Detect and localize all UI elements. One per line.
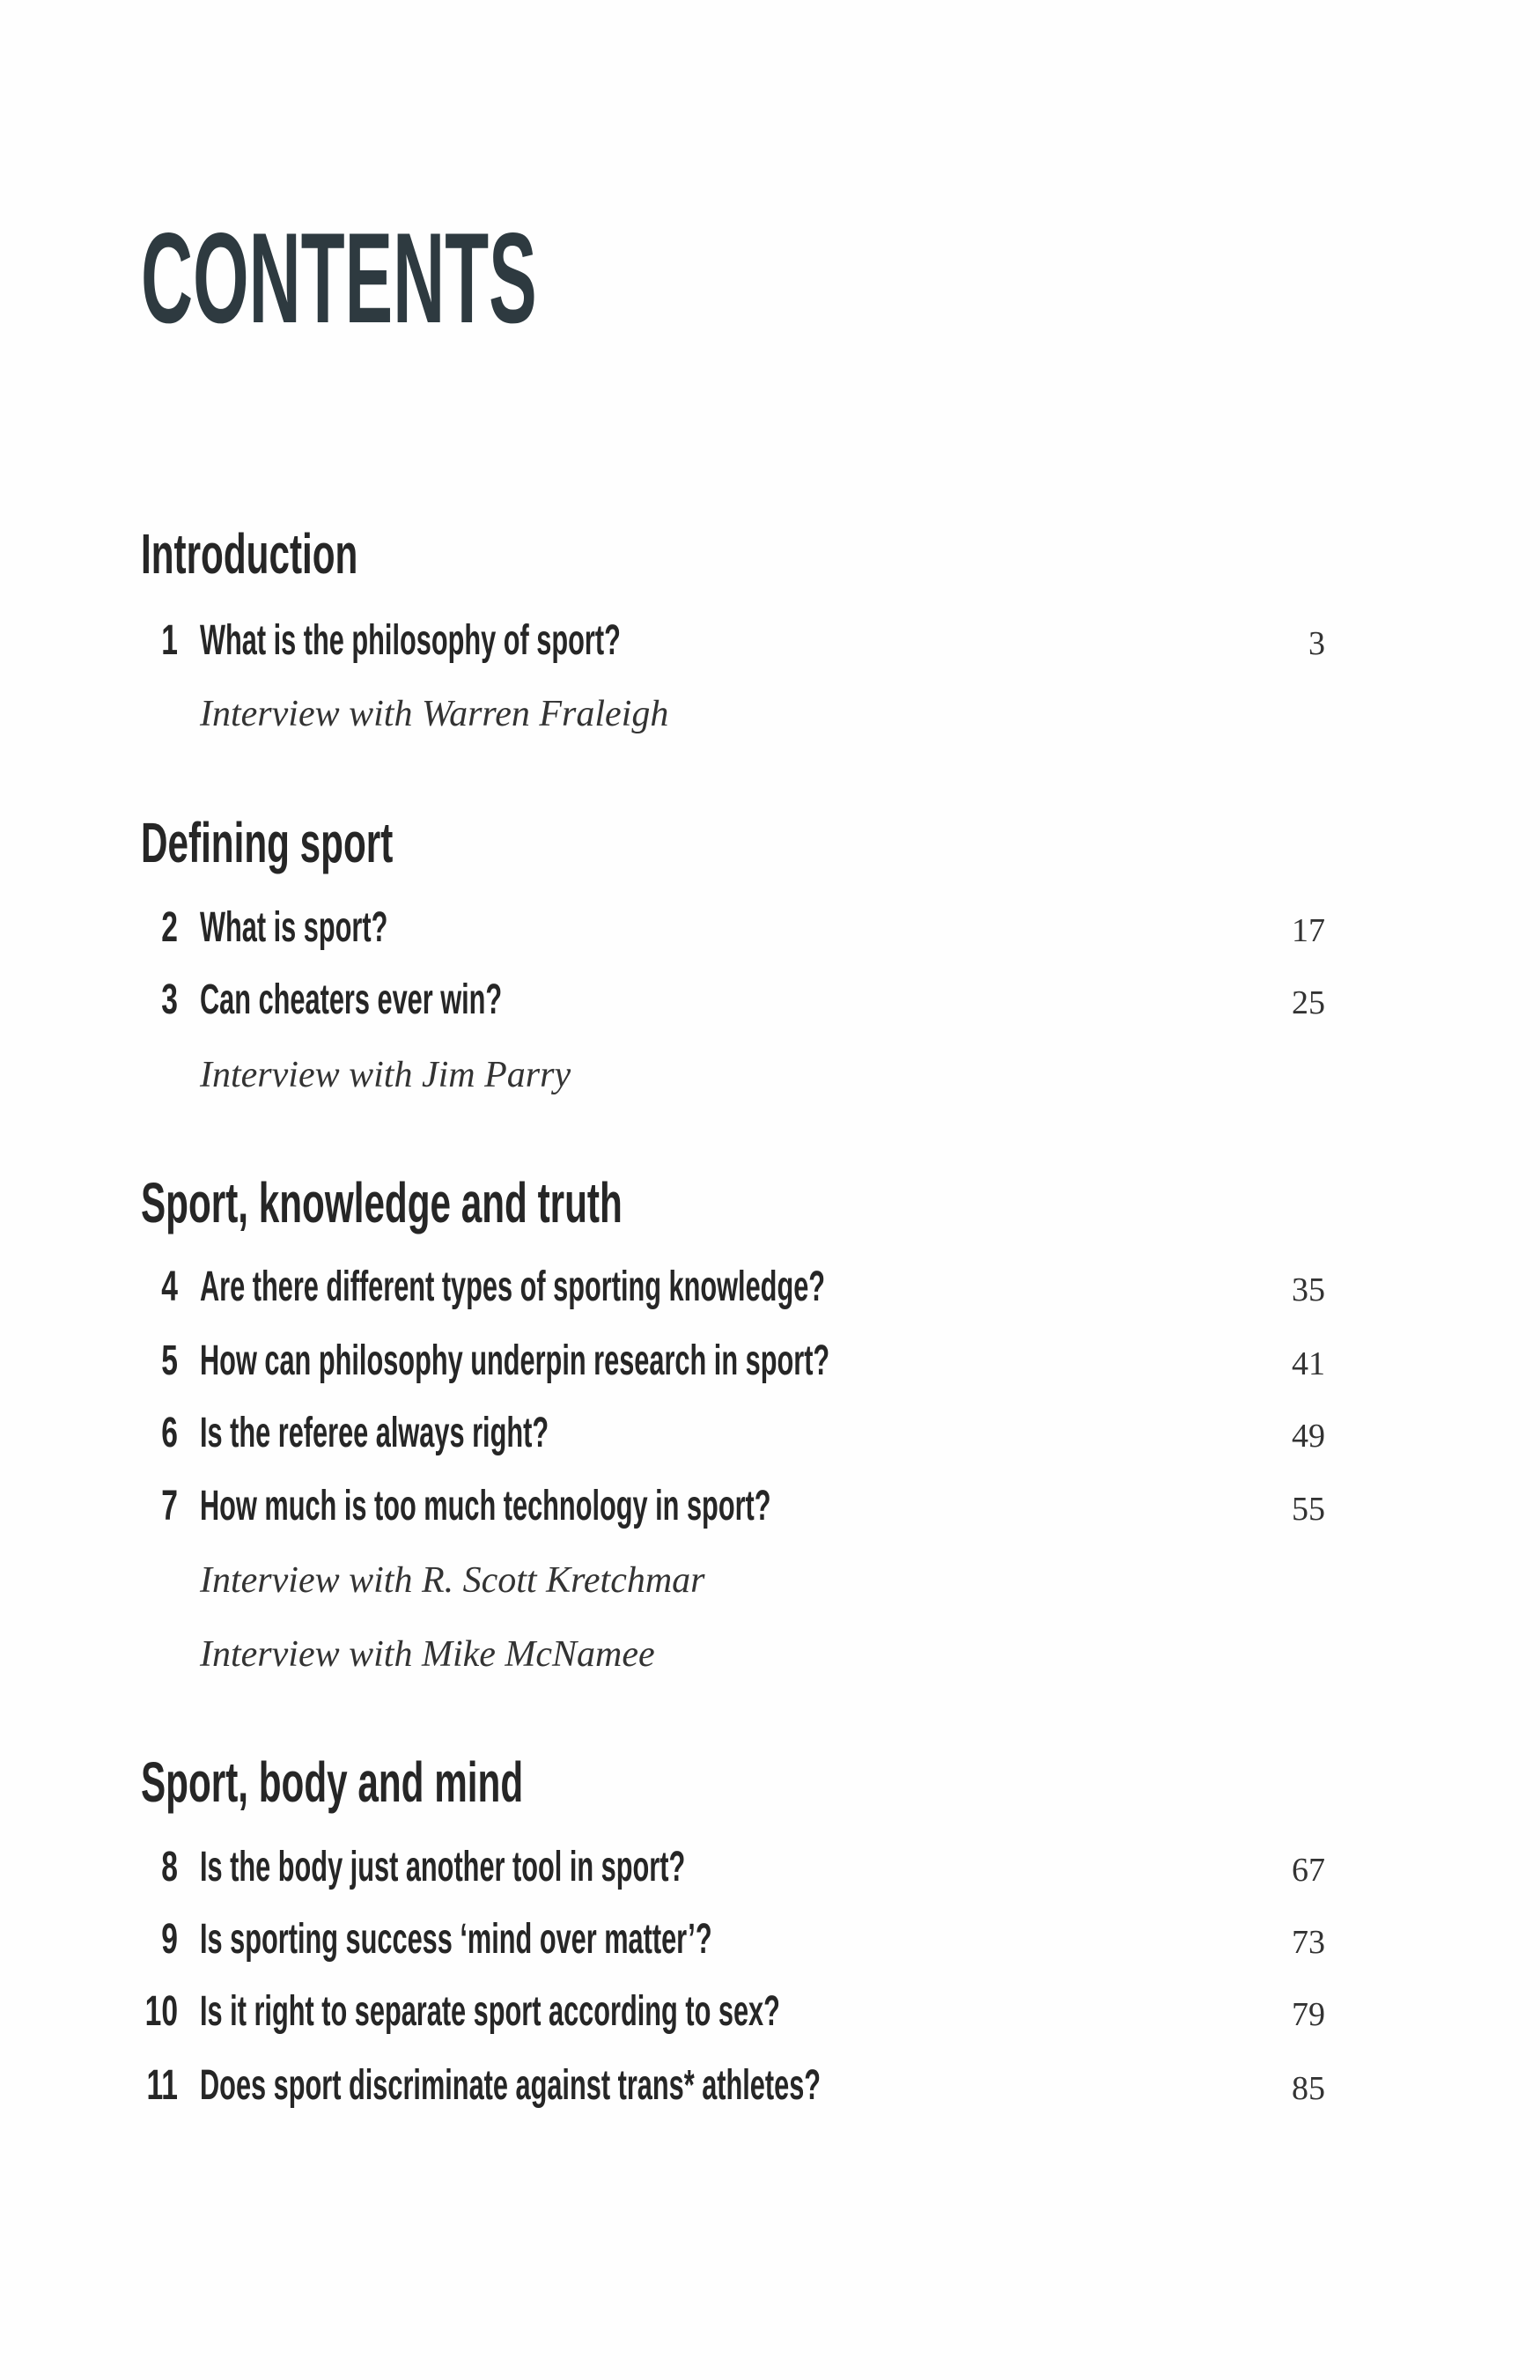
chapter-number: 9: [161, 1916, 178, 1963]
page-number: 49: [1292, 1418, 1325, 1455]
section-heading: Defining sport: [141, 811, 394, 874]
chapter-title[interactable]: Does sport discriminate against trans* athletes?: [200, 2062, 822, 2109]
chapter-title[interactable]: Can cheaters ever win?: [200, 976, 503, 1023]
chapter-title[interactable]: Is the referee always right?: [200, 1410, 549, 1456]
page-number: 35: [1292, 1271, 1325, 1308]
page-number: 79: [1292, 1996, 1325, 2033]
chapter-number: 1: [161, 617, 178, 664]
chapter-title[interactable]: How much is too much technology in sport?: [200, 1483, 771, 1529]
section-heading: Sport, knowledge and truth: [141, 1171, 623, 1234]
page-number: 67: [1292, 1852, 1325, 1889]
chapter-number: 10: [144, 1988, 178, 2035]
chapter-title[interactable]: What is the philosophy of sport?: [200, 617, 621, 664]
chapter-title[interactable]: Is sporting success ‘mind over matter’?: [200, 1916, 712, 1963]
chapter-number: 5: [161, 1337, 178, 1384]
page-number: 3: [1308, 625, 1325, 662]
chapter-number: 11: [146, 2062, 178, 2109]
page-number: 25: [1292, 984, 1325, 1021]
chapter-title[interactable]: Are there different types of sporting knowledge?: [200, 1264, 826, 1310]
chapter-title[interactable]: How can philosophy underpin research in sport?: [200, 1337, 830, 1384]
page-number: 55: [1292, 1491, 1325, 1528]
chapter-number: 3: [161, 976, 178, 1023]
chapter-title[interactable]: What is sport?: [200, 904, 388, 951]
page-number: 41: [1292, 1345, 1325, 1382]
interview-entry[interactable]: Interview with R. Scott Kretchmar: [200, 1560, 705, 1601]
page-number: 85: [1292, 2070, 1325, 2107]
chapter-number: 2: [161, 904, 178, 951]
page-number: 73: [1292, 1924, 1325, 1961]
interview-entry[interactable]: Interview with Jim Parry: [200, 1055, 571, 1095]
page-title: CONTENTS: [141, 206, 537, 350]
interview-entry[interactable]: Interview with Warren Fraleigh: [200, 694, 669, 734]
chapter-number: 4: [161, 1264, 178, 1310]
section-heading: Sport, body and mind: [141, 1750, 524, 1814]
chapter-number: 6: [161, 1410, 178, 1456]
page-number: 17: [1292, 912, 1325, 949]
section-heading: Introduction: [141, 522, 358, 586]
chapter-number: 8: [161, 1844, 178, 1890]
chapter-title[interactable]: Is it right to separate sport according to sex?: [200, 1988, 780, 2035]
chapter-number: 7: [161, 1483, 178, 1529]
chapter-title[interactable]: Is the body just another tool in sport?: [200, 1844, 686, 1890]
interview-entry[interactable]: Interview with Mike McNamee: [200, 1634, 655, 1675]
